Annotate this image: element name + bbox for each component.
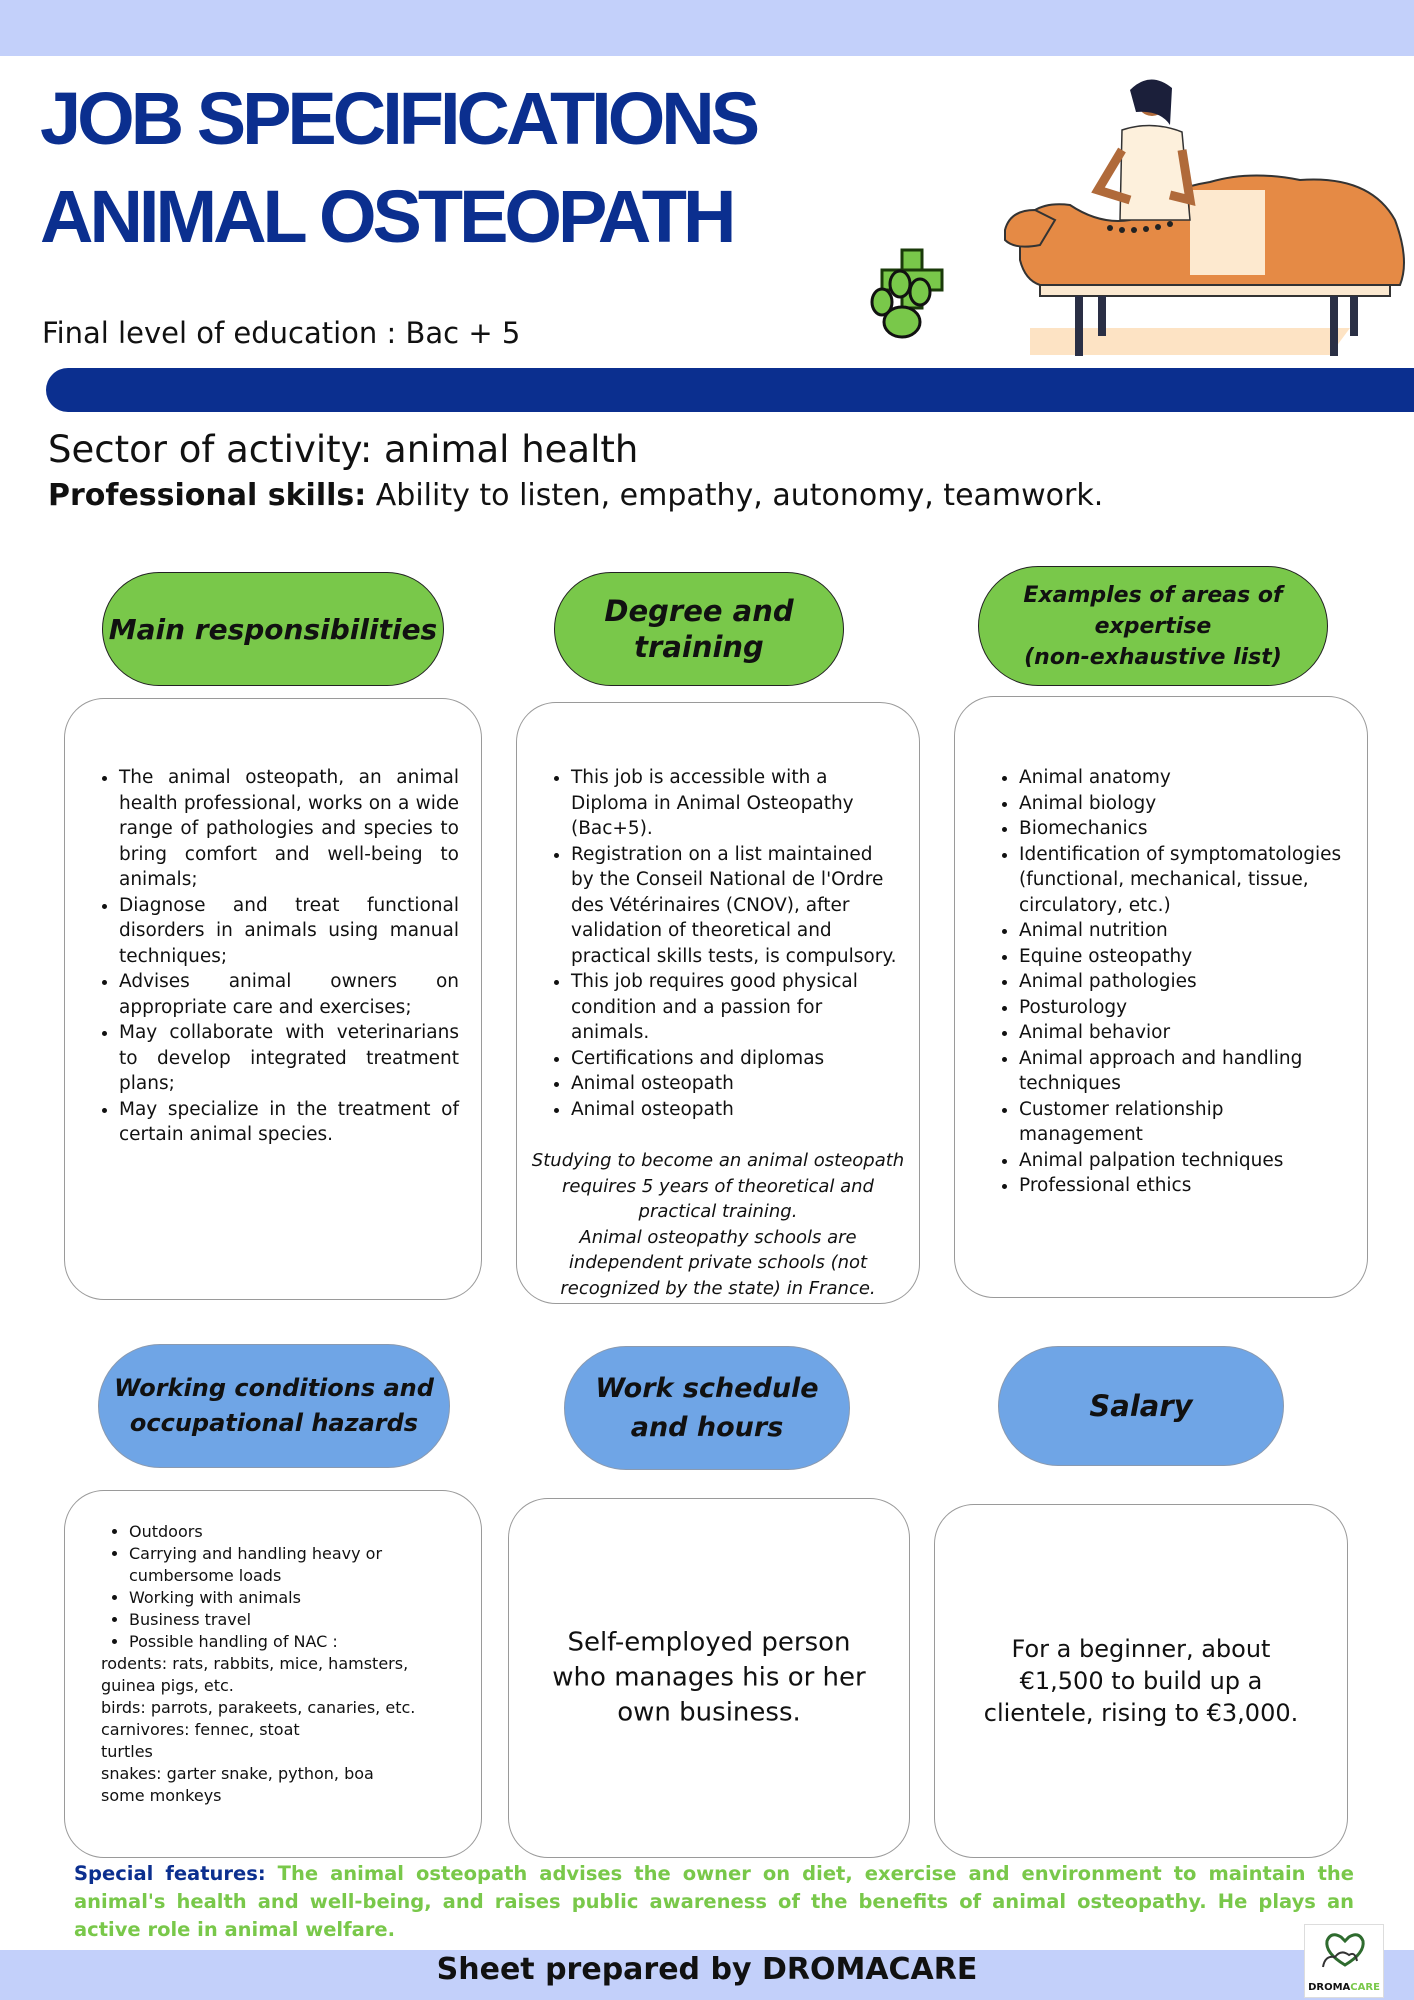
conditions-heading: Working conditions and occupational hazards [98, 1344, 450, 1468]
list-item: • Registration on a list maintained by the Conseil National de l'Ordre des Vétérinaires (CNOV), after validation of theoretical and practical skills tests, is compulsory. [571, 842, 899, 970]
nac-line: snakes: garter snake, python, boa [101, 1764, 374, 1783]
nac-species-list [65, 1653, 481, 1807]
salary-heading: Salary [998, 1346, 1284, 1466]
salary-text: For a beginner, about €1,500 to build up a clientele, rising to €3,000. [983, 1635, 1299, 1727]
expertise-card [954, 696, 1368, 1298]
special-features [74, 1860, 1354, 1944]
degree-heading: Degree and training [554, 572, 844, 686]
sector-of-activity: Sector of activity: animal health [48, 428, 639, 471]
list-item: • Business travel [129, 1609, 463, 1631]
nac-line: carnivores: fennec, stoat [101, 1720, 300, 1739]
list-item: • Animal approach and handling techniques [1019, 1046, 1349, 1097]
list-item: • Identification of symptomatologies (functional, mechanical, tissue, circulatory, etc.) [1019, 842, 1349, 919]
list-item: • Posturology [1019, 995, 1349, 1021]
responsibilities-list [65, 765, 481, 1148]
list-item: • May specialize in the treatment of certain animal species. [119, 1097, 459, 1148]
training-note-schools: Animal osteopathy schools are independent private schools (not recognized by the state) in France. [560, 1226, 876, 1299]
expertise-list [955, 765, 1367, 1199]
degree-card [516, 702, 920, 1304]
salary-card [934, 1504, 1348, 1858]
conditions-card [64, 1490, 482, 1858]
responsibilities-card [64, 698, 482, 1300]
list-item: • Animal anatomy [1019, 765, 1349, 791]
list-item: • The animal osteopath, an animal health professional, works on a wide range of pathologies and species to bring comfort and well-being to animals; [119, 765, 459, 893]
top-band [0, 0, 1414, 56]
list-item: • Carrying and handling heavy or cumbersome loads [129, 1543, 463, 1587]
list-item: • Customer relationship management [1019, 1097, 1349, 1148]
nac-line: birds: parrots, parakeets, canaries, etc. [101, 1698, 416, 1717]
list-item: • Working with animals [129, 1587, 463, 1609]
special-features-text: The animal osteopath advises the owner on diet, exercise and environment to maintain the animal's health and well-being, and raises public awareness of the benefits of animal osteopathy. He plays an active role in animal welfare. [74, 1862, 1354, 1941]
schedule-card [508, 1498, 910, 1858]
professional-skills [48, 478, 1103, 513]
list-item: • May collaborate with veterinarians to develop integrated treatment plans; [119, 1020, 459, 1097]
nac-line: some monkeys [101, 1786, 222, 1805]
list-item: • Certifications and diplomas [571, 1046, 899, 1072]
footer-credit: Sheet prepared by DROMACARE [436, 1952, 978, 1987]
list-item: • Animal pathologies [1019, 969, 1349, 995]
dromacare-logo [1304, 1924, 1384, 1998]
training-note-duration: Studying to become an animal osteopath requires 5 years of theoretical and practical training. [531, 1150, 905, 1222]
list-item: • Animal osteopath [571, 1071, 899, 1097]
list-item: • Professional ethics [1019, 1173, 1349, 1199]
list-item: • Possible handling of NAC : [129, 1631, 463, 1653]
education-level: Final level of education : Bac + 5 [42, 316, 521, 350]
degree-list [517, 765, 919, 1122]
page-title-line1: JOB SPECIFICATIONS [40, 77, 757, 160]
list-item: • This job is accessible with a Diploma in Animal Osteopathy (Bac+5). [571, 765, 899, 842]
conditions-list [65, 1521, 481, 1653]
camel-heart-logo-icon [1305, 1925, 1385, 1975]
paw-cross-icon [872, 250, 942, 337]
list-item: • Equine osteopathy [1019, 944, 1349, 970]
list-item: • Advises animal owners on appropriate care and exercises; [119, 969, 459, 1020]
logo-wordmark: DROMACARE [1308, 1982, 1380, 1993]
list-item: • Animal osteopath [571, 1097, 899, 1123]
list-item: • This job requires good physical condition and a passion for animals. [571, 969, 899, 1046]
list-item: • Outdoors [129, 1521, 463, 1543]
list-item: • Diagnose and treat functional disorders in animals using manual techniques; [119, 893, 459, 970]
osteopath-camel-illustration [830, 70, 1414, 360]
list-item: • Animal nutrition [1019, 918, 1349, 944]
skills-value: Ability to listen, empathy, autonomy, teamwork. [366, 478, 1104, 513]
schedule-text: Self-employed person who manages his or her own business. [552, 1627, 866, 1728]
nac-line: turtles [101, 1742, 153, 1761]
list-item: • Biomechanics [1019, 816, 1349, 842]
nac-line: rodents: rats, rabbits, mice, hamsters, guinea pigs, etc. [101, 1654, 409, 1695]
title-divider-bar [46, 368, 1414, 412]
page-title-line2: ANIMAL OSTEOPATH [40, 175, 733, 258]
list-item: • Animal behavior [1019, 1020, 1349, 1046]
list-item: • Animal biology [1019, 791, 1349, 817]
skills-label: Professional skills: [48, 478, 367, 513]
expertise-heading: Examples of areas of expertise (non-exhaustive list) [978, 566, 1328, 686]
list-item: • Animal palpation techniques [1019, 1148, 1349, 1174]
special-features-label: Special features: [74, 1862, 266, 1885]
schedule-heading: Work schedule and hours [564, 1346, 850, 1470]
responsibilities-heading: Main responsibilities [102, 572, 444, 686]
